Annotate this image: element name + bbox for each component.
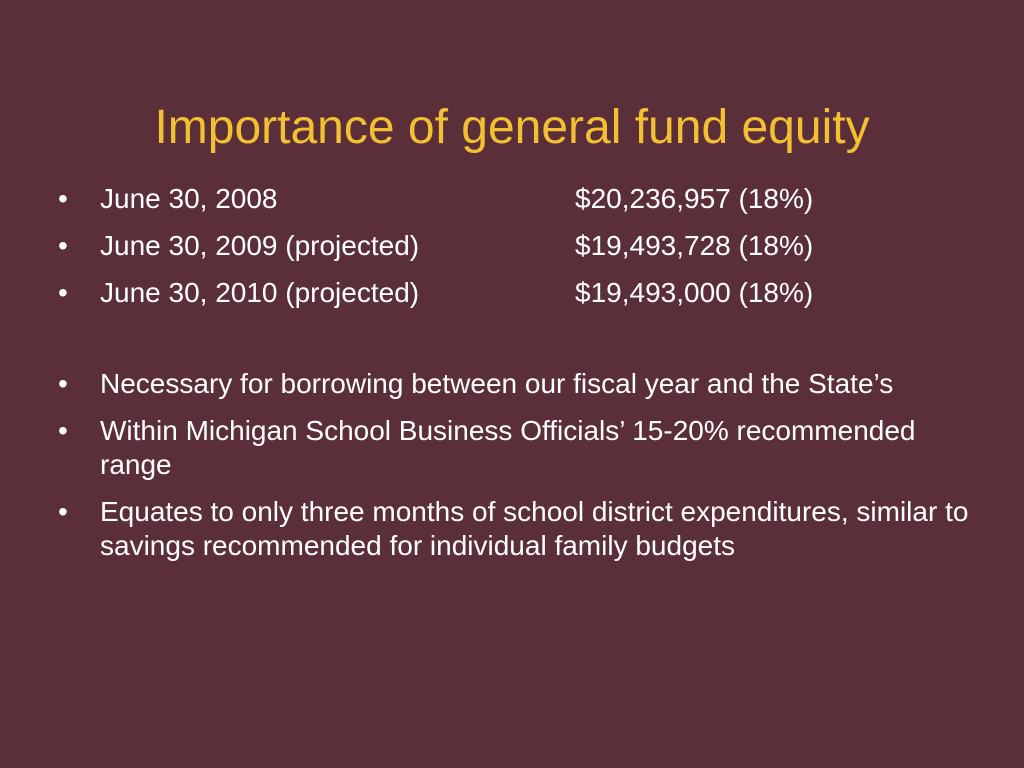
balance-item-2008: [58, 182, 978, 229]
point-text: Equates to only three months of school district expenditures, similar to savings recommended for individual family budgets: [100, 496, 969, 561]
list-spacer: [58, 323, 978, 367]
slide-title: Importance of general fund equity: [154, 101, 870, 155]
point-recommended-range: [58, 414, 978, 482]
balance-amount: $19,493,728 (18%): [575, 230, 814, 261]
bullet-icon: •: [58, 368, 68, 399]
balance-amount: $19,493,000 (18%): [575, 277, 814, 308]
balance-item-2010: [58, 276, 978, 323]
bullet-list: [58, 182, 978, 576]
bullet-icon: •: [58, 183, 68, 214]
bullet-icon: •: [58, 496, 68, 527]
balance-date: June 30, 2008: [100, 183, 278, 214]
balance-item-2009: [58, 229, 978, 276]
bullet-icon: •: [58, 415, 68, 446]
point-three-months: [58, 495, 978, 563]
bullet-icon: •: [58, 277, 68, 308]
bullet-icon: •: [58, 230, 68, 261]
point-borrowing: [58, 367, 978, 401]
point-text: Within Michigan School Business Officials’ 15-20% recommended range: [100, 415, 916, 480]
balance-date: June 30, 2009 (projected): [100, 230, 420, 261]
balance-amount: $20,236,957 (18%): [575, 183, 814, 214]
point-text: Necessary for borrowing between our fiscal year and the State’s: [100, 368, 894, 399]
balance-date: June 30, 2010 (projected): [100, 277, 420, 308]
